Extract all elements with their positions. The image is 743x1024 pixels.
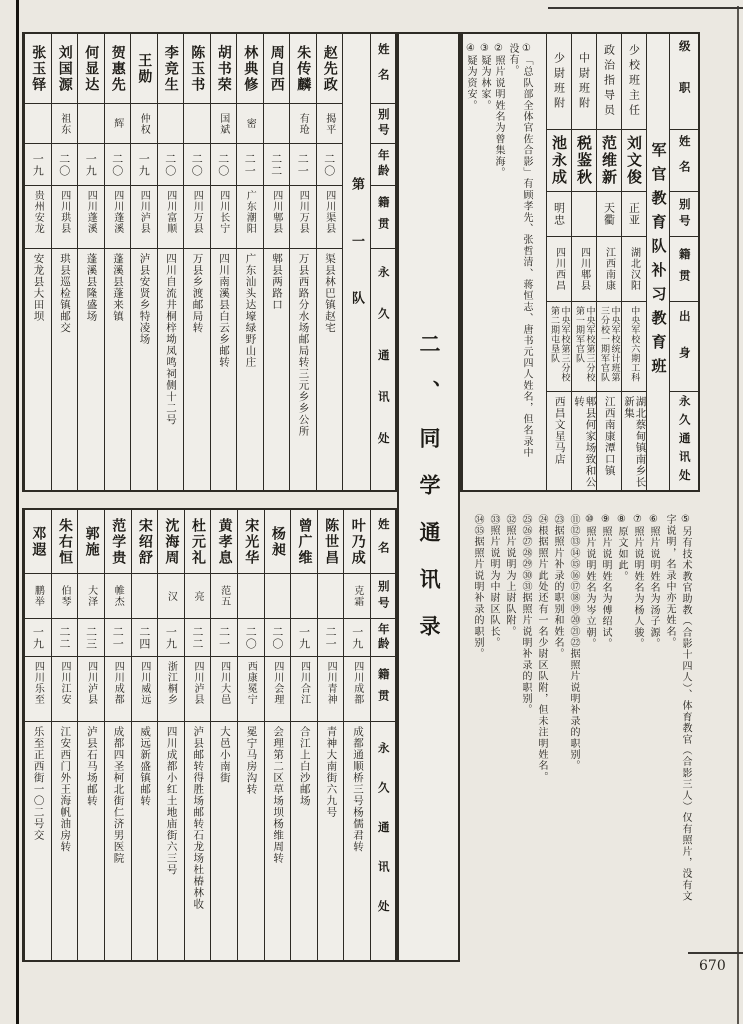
student-native-place: 四川泸县 [192,661,204,705]
officer-alias: 明忠 [552,202,566,226]
header-address: 永久通讯处 [376,265,391,474]
student-native-place: 四川会理 [271,661,283,705]
student-name: 陈玉书 [189,44,206,93]
student-address: 冕宁马房沟转 [245,726,258,795]
footnote: ⑩照片说明姓名为岑立朝。 [584,514,595,650]
student-age: 二三 [84,625,98,650]
student-name: 李竞生 [162,44,179,93]
roster-column [131,510,158,960]
roster-column [237,510,264,960]
roster-column [184,510,211,960]
officer-rank: 中尉班附 [577,51,591,112]
footnote: ㉝照片说明为中尉区队长。 [488,514,499,649]
student-age: 二四 [137,625,151,650]
student-name: 胡书荣 [215,44,232,93]
student-alias: 国斌 [217,112,229,135]
roster-column [236,34,263,490]
officer-native-place: 江西南康 [603,247,615,291]
student-name: 何显达 [83,44,100,93]
officer-native-place: 四川郫县 [578,247,590,291]
officer-origin: 中央军校第三分校第二期屯垦队 [549,306,570,382]
student-name: 林典修 [242,44,259,93]
student-address: 安龙县大田坝 [32,253,45,322]
student-native-place: 四川泸县 [138,190,150,234]
officer-origin: 中央军校第三分校第一期军官队 [574,306,595,382]
footnote: ㉔根据照片此处还有一名少尉区队附，但未注明姓名。 [536,514,547,783]
student-age: 二一 [243,152,257,177]
student-native-place: 四川蓬溪 [85,190,97,234]
officer-origin: 中央军校六期工科 [629,306,640,382]
student-address: 泸县安贤乡特凌场 [138,253,151,345]
footnote: ③疑为林家。 [479,43,490,112]
officer-unit-title: 军官教育队补习教育班 [649,142,668,382]
section-title-column [397,32,460,962]
student-age: 二一 [296,152,310,177]
student-address: 蓬溪县隆盛场 [85,253,98,322]
header-address: 永久通讯处 [677,394,692,488]
student-age: 一九 [31,625,45,650]
header-native-place: 籍贯 [376,195,391,239]
student-address: 江安西门外王海帆油房转 [59,726,72,853]
student-age: 二〇 [163,152,177,177]
officer-name: 池永成 [550,135,568,186]
roster-column [157,34,184,490]
roster-column [290,510,317,960]
student-alias: 亮 [192,590,204,602]
student-age: 一九 [164,625,178,650]
student-address: 渠县林巴镇赵宅 [324,253,336,334]
roster-column [130,34,157,490]
student-age: 二〇 [244,625,258,650]
student-native-place: 四川威远 [138,661,150,705]
student-address: 郫县两路口 [271,253,283,311]
roster-column [317,510,344,960]
header-native-place: 籍贯 [677,247,692,291]
student-name: 朱传麟 [295,44,312,93]
student-native-place: 四川泸县 [85,661,97,705]
student-native-place: 四川蓬溪 [111,190,123,234]
student-name: 张玉铎 [30,44,47,93]
footnote: ①「总队部全体官佐合影」有顾孝先、张哲清、蒋恒志、唐书元四人姓名，但名录中没有。 [507,43,532,459]
roster-column [157,510,184,960]
student-address: 四川成都小红土地庙街六三号 [165,726,178,876]
student-native-place: 四川万县 [191,190,203,234]
student-age: 二一 [111,625,125,650]
student-native-place: 四川长宁 [217,190,229,234]
page-left-edge-line [16,0,19,1024]
student-age: 二二 [269,152,283,177]
student-address: 泸县邮转得胜场邮转石龙场杜椿林收 [192,726,205,910]
officer-alias: 天衢 [602,202,616,226]
header-rank: 级职 [677,40,692,123]
footnote: ㉓据照片补录的职别和姓名。 [552,514,563,660]
officer-rank: 政治指导员 [602,44,616,119]
student-address: 会理第二区草场坝杨维周转 [272,726,285,864]
roster-column [263,34,290,490]
student-native-place: 四川合江 [298,661,310,705]
roster-column [316,34,343,490]
student-alias: 大泽 [85,585,97,607]
footnote: ⑤另有技术教官助教（合影十四人）、体育教官（合影三人）仅有照片，没有文字说明，名录中亦无姓名。 [664,514,691,902]
student-age: 二〇 [57,152,71,177]
student-age: 二〇 [216,152,230,177]
officer-alias: 正亚 [627,202,641,226]
student-name: 陈世昌 [323,517,340,566]
officer-name: 刘文俊 [625,135,643,186]
section-title: 二、同学通讯录 [417,332,441,662]
header-name: 姓名 [376,43,391,94]
footnote: ④疑为资安。 [465,43,476,112]
page-number: 670 [699,958,726,974]
footnote: ⑥照片说明姓名为汤子源。 [648,514,659,650]
student-name: 沈海周 [163,517,180,566]
student-alias: 帷杰 [112,585,124,607]
student-native-place: 四川万县 [297,190,309,234]
student-age: 二二 [57,625,71,650]
student-native-place: 浙江桐乡 [165,661,177,705]
student-address: 青神大南街六九号 [325,726,338,818]
footnotes-top-flow [463,43,533,467]
page-right-edge-line [737,6,739,1024]
student-age: 二一 [217,625,231,650]
roster-column [51,510,78,960]
student-address: 蓬溪县蓬来镇 [112,253,124,322]
student-alias: 揭平 [323,112,335,135]
student-alias: 祖东 [58,112,70,135]
student-name: 叶乃成 [349,517,366,566]
officer-column [621,34,646,490]
squad-label: 第一队 [349,176,364,348]
squad2-table [22,508,397,962]
student-age: 二〇 [110,152,124,177]
student-name: 贺惠先 [109,44,126,93]
student-native-place: 四川成都 [351,661,363,705]
student-age: 二〇 [270,625,284,650]
student-name: 宋绍舒 [136,517,153,566]
student-age: 二〇 [322,152,336,177]
officer-origin: 中央军校统计班第三分校一期军官队 [599,306,620,382]
officer-native-place: 湖北汉阳 [628,247,640,291]
officer-address: 湖北蔡甸镇南乡长新集 [623,396,646,488]
footnotes-bottom [462,514,693,912]
officer-address: 郫县何家场致和公转 [573,396,596,488]
student-native-place: 四川江安 [58,661,70,705]
student-name: 范学贵 [110,517,127,566]
student-alias: 汉 [165,590,177,602]
page-number-rule [688,952,743,954]
roster-column [264,510,291,960]
footnote: ⑨照片说明姓名为傅绍试。 [600,514,611,650]
header-age: 年龄 [376,149,391,180]
squad1-header-column [370,34,395,490]
student-address: 珙县巡检镇邮交 [59,253,71,334]
header-address: 永久通讯处 [376,742,391,940]
student-alias: 范五 [218,585,230,607]
student-alias: 鹏举 [32,585,44,607]
officer-unit-title-column [646,34,669,490]
student-address: 乐至正西街一〇二号交 [32,726,45,841]
student-age: 一九 [350,625,364,650]
student-native-place: 四川大邑 [218,661,230,705]
student-alias: 仲权 [138,112,150,135]
student-address: 万县乡渡邮局转 [191,253,204,334]
officer-name: 范维新 [600,135,618,186]
page-top-edge-line [548,7,743,9]
student-age: 一九 [137,152,151,177]
roster-column [289,34,316,490]
officer-table [460,32,700,492]
footnote: ⑪⑫⑬⑭⑮⑯⑰⑱⑲⑳㉑㉒据照片说明补录的职别。 [568,514,579,772]
student-address: 威远新盛镇邮转 [139,726,152,807]
officer-name: 税鉴秋 [575,135,593,186]
officer-column [546,34,571,490]
footnote: ㉕㉖㉗㉘㉙㉚㉛据照片说明补录的职别。 [520,514,531,716]
student-native-place: 四川渠县 [323,190,335,234]
student-native-place: 贵州安龙 [32,190,44,234]
header-name: 姓名 [677,135,692,186]
header-name: 姓名 [376,518,391,565]
student-native-place: 四川珙县 [58,190,70,234]
roster-column [77,510,104,960]
roster-column [104,34,131,490]
student-address: 泸县石马场邮转 [85,726,98,807]
student-address: 大邑小南街 [218,726,231,784]
student-alias: 辉 [111,118,123,129]
footnote: ㉜照片说明为上尉队附。 [504,514,515,638]
student-name: 赵先政 [321,44,338,93]
student-address: 四川南溪县白云乡邮转 [218,253,230,368]
student-age: 一九 [84,152,98,177]
header-age: 年龄 [376,623,391,652]
squad2-header-column [370,510,395,960]
student-native-place: 四川乐至 [32,661,44,705]
student-name: 朱右恒 [56,517,73,566]
student-age: 二二 [191,625,205,650]
roster-column [104,510,131,960]
student-name: 宋光华 [243,517,260,566]
squad-label-column [342,34,370,490]
footnote: ⑧原文如此。 [616,514,627,583]
student-name: 王勋 [136,52,153,85]
header-alias: 别号 [376,579,391,613]
officer-column [571,34,596,490]
student-address: 成都四圣柯北街仁济男医院 [112,726,125,864]
student-address: 广东汕头达壕绿野山庄 [244,253,257,368]
roster-column [77,34,104,490]
squad1-table [22,32,397,492]
student-alias: 克霜 [351,585,363,607]
student-native-place: 四川青神 [325,661,337,705]
header-alias: 别号 [376,108,391,139]
student-address: 四川自流井桐梓坳凤鸣祠侧十二号 [165,253,177,426]
footnote: ⑦照片说明姓名为杨人骏。 [632,514,643,650]
student-address: 合江上白沙邮场 [298,726,311,807]
student-name: 曾广维 [296,517,313,566]
student-name: 杜元礼 [190,517,207,566]
officer-address: 江西南康潭口镇 [603,396,616,477]
student-alias: 伯琴 [58,585,70,607]
student-native-place: 四川成都 [112,661,124,705]
roster-column [24,510,51,960]
student-age: 二一 [324,625,338,650]
student-native-place: 四川富顺 [164,190,176,234]
student-native-place: 四川郫县 [270,190,282,234]
footnote: ㉞㉟据照片说明补录的职别。 [472,514,483,660]
header-native-place: 籍贯 [376,667,391,711]
header-origin: 出身 [677,310,692,383]
student-age: 二〇 [190,152,204,177]
header-alias: 别号 [677,197,692,231]
student-native-place: 广东潮阳 [244,190,256,234]
officer-rank: 少校班主任 [627,44,641,119]
student-name: 刘国源 [56,44,73,93]
student-alias: 有玱 [297,112,309,135]
student-name: 黄孝息 [216,517,233,566]
officer-column [596,34,621,490]
student-age: 一九 [31,152,45,177]
student-name: 周自西 [268,44,285,93]
roster-column [343,510,370,960]
student-name: 杨昶 [269,525,286,558]
roster-column [210,510,237,960]
student-age: 一九 [297,625,311,650]
student-alias: 密 [244,118,256,129]
student-name: 郭施 [83,525,100,558]
student-address: 成都通顺桥三号杨儒君转 [351,726,364,853]
roster-column [210,34,237,490]
student-name: 邓遐 [30,525,47,558]
student-native-place: 西康冕宁 [245,661,257,705]
student-address: 万县西路分水场邮局转三元乡乡公所 [297,253,310,437]
officer-table-header-column [669,34,698,490]
footnote: ②照片说明姓名为曾集海。 [493,43,504,179]
roster-column [24,34,51,490]
officer-rank: 少尉班附 [552,51,566,112]
roster-column [183,34,210,490]
officer-address: 西昌文星马店 [553,396,566,465]
roster-column [51,34,78,490]
footnotes-top [462,34,546,490]
officer-native-place: 四川西昌 [553,247,565,291]
